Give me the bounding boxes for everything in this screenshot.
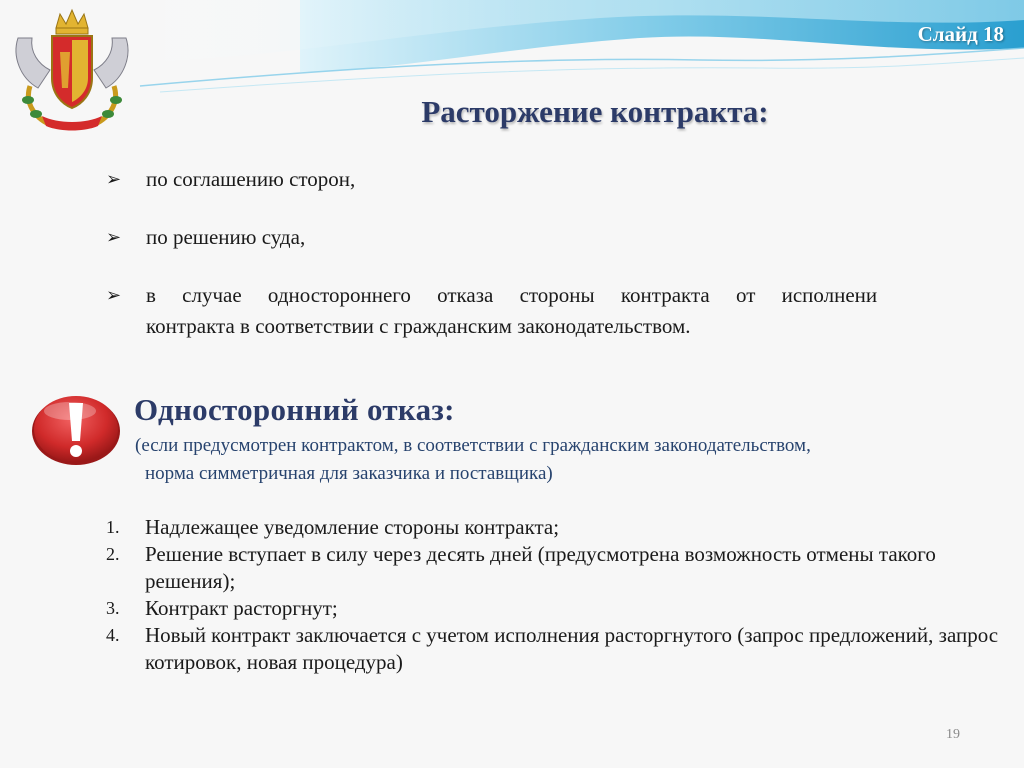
list-item [106, 595, 1024, 622]
refusal-steps-list [106, 514, 1024, 676]
arrow-bullet-icon: ➢ [106, 285, 122, 306]
list-item-text-line: контракта в соответствии с гражданским законодательством. [146, 314, 691, 338]
page-title: Расторжение контракта: [421, 94, 769, 129]
list-item-text: по соглашению сторон, [146, 167, 356, 191]
list-item-number: 3. [106, 598, 120, 618]
list-item-number: 1. [106, 517, 120, 537]
list-item [106, 622, 1024, 676]
list-item [106, 541, 1024, 595]
arrow-bullet-icon: ➢ [106, 227, 122, 248]
list-item [106, 514, 1024, 541]
note-line: норма симметричная для заказчика и поставщика) [145, 463, 553, 484]
exclamation-alert-icon [30, 391, 122, 467]
unilateral-refusal-note [135, 432, 1024, 488]
list-item [106, 222, 1024, 253]
list-item-number: 2. [106, 544, 120, 564]
page-number: 19 [946, 727, 960, 742]
unilateral-refusal-title: Односторонний отказ: [134, 392, 455, 427]
list-item-number: 4. [106, 625, 120, 645]
list-item-text: по решению суда, [146, 225, 306, 249]
list-item-text [146, 280, 1024, 342]
termination-methods-list [106, 164, 1024, 342]
list-item [106, 164, 1024, 195]
list-item-text: Новый контракт заключается с учетом исполнения расторгнутого (запрос предложений, запрос котировок, новая процедура) [145, 623, 999, 674]
list-item-text-line: в случае одностороннего отказа стороны контракта от исполнени [146, 283, 878, 307]
slide-number-label: Слайд 18 [917, 22, 1004, 46]
list-item-text: Контракт расторгнут; [145, 596, 338, 620]
list-item-text: Надлежащее уведомление стороны контракта; [145, 515, 560, 539]
arrow-bullet-icon: ➢ [106, 169, 122, 190]
list-item [106, 280, 1024, 342]
list-item-text: Решение вступает в силу через десять дней (предусмотрена возможность отмены такого решения); [145, 542, 936, 593]
note-line: (если предусмотрен контрактом, в соответствии с гражданским законодательством, [135, 435, 811, 456]
